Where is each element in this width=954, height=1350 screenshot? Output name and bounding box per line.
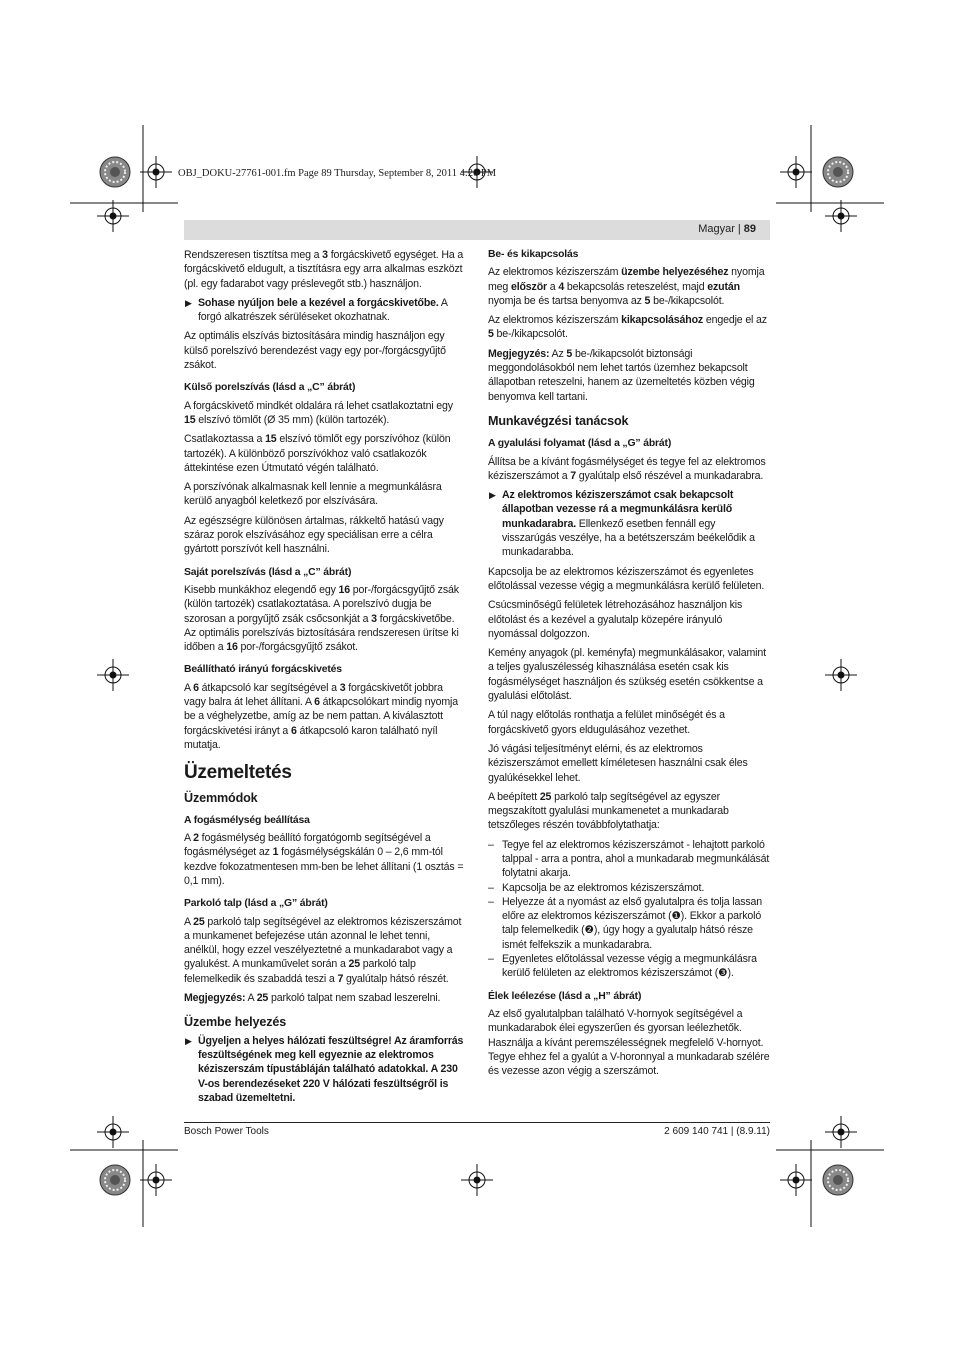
subheading: Élek leélezése (lásd a „H” ábrát) bbox=[488, 990, 642, 1002]
crosshair-icon bbox=[140, 1164, 172, 1196]
footer-rule bbox=[184, 1122, 770, 1123]
subheading: A fogásmélység beállítása bbox=[184, 814, 310, 826]
crosshair-icon bbox=[825, 659, 857, 691]
paragraph: Kisebb munkákhoz elegendő egy 16 por-/forgácsgyűjtő zsák (külön tartozék) csatlakoztatása. A porelszívó dugja be szorosan a porgyűjtő zsák csőcsonkját a 3 forgácskivetőbe. Az optimális porelszívás biztosítására rendszeresen ürítse ki időben a 16 por-/forgácsgyűjtő zsákot. bbox=[184, 583, 459, 654]
crosshair-icon bbox=[140, 156, 172, 188]
section-heading: Munkavégzési tanácsok bbox=[488, 413, 629, 428]
crosshair-icon bbox=[780, 1164, 812, 1196]
crosshair-icon bbox=[780, 156, 812, 188]
page-header bbox=[184, 220, 770, 240]
list-item: – Kapcsolja be az elektromos kéziszerszámot. bbox=[488, 881, 705, 894]
paragraph: A 25 parkoló talp segítségével az elektromos kéziszerszámot a munkamenet befejezése után azonnal le lehet tenni, anélkül, hogy ezzel veszélyeztetné a munkadarabot vagy a gyalukést. A munkaművelet során a 25 parkoló talp felemelkedik és szabaddá teszi a 7 gyalútalp hátsó részét. bbox=[184, 915, 462, 985]
paragraph: Rendszeresen tisztítsa meg a 3 forgácskivető egységet. Ha a forgácskivető eldugult, a tisztításra egy arra alkalmas eszközt (pl. egy fadarabot vagy préslevegőt stb.) használjon. bbox=[184, 249, 464, 290]
paragraph: Kemény anyagok (pl. keményfa) megmunkálásakor, valamint a teljes gyaluszélesség kihasználása esetén csak kis fogásmélységet használjon és szükség esetén csökkentse a gyalulási előtolást. bbox=[488, 647, 766, 703]
paragraph: Csatlakoztassa a 15 elszívó tömlőt egy porszívóhoz (külön tartozék). A különböző porszívókhoz való csatlakozók áttekintése ezen Útmutató végén található. bbox=[184, 433, 451, 474]
paragraph: Az elektromos kéziszerszám üzembe helyezéséhez nyomja meg először a 4 bekapcsolás reteszelést, majd ezután nyomja be és tartsa benyomva az 5 be-/kikapcsolót. bbox=[488, 266, 765, 307]
right-triangle-icon: ▶ bbox=[185, 297, 192, 308]
section-heading: Üzembe helyezés bbox=[184, 1015, 287, 1030]
crosshair-icon bbox=[461, 1164, 493, 1196]
paragraph: Jó vágási teljesítményt elérni, és az elektromos kéziszerszámot emellett kíméletesen használni csak éles gyalúkésekkel lehet. bbox=[488, 742, 748, 784]
subheading: Saját porelszívás (lásd a „C” ábrát) bbox=[184, 566, 352, 578]
step-list bbox=[488, 838, 770, 981]
color-wheel-icon bbox=[823, 1165, 853, 1195]
header-language: Magyar bbox=[698, 223, 735, 235]
crosshair-icon bbox=[97, 659, 129, 691]
subheading: Be- és kikapcsolás bbox=[488, 249, 579, 260]
section-heading: Üzemmódok bbox=[184, 790, 258, 805]
paragraph: A forgácskivető mindkét oldalára rá lehet csatlakoztatni egy 15 elszívó tömlőt (Ø 35 mm) (külön tartozék). bbox=[184, 399, 453, 426]
paragraph: Megjegyzés: Az 5 be-/kikapcsolót biztonsági meggondolásokból nem lehet tartós üzemhez bekapcsolt állapotban reteszelni, hanem az üzemeltetés közben végig benyomva kell tartani. bbox=[488, 347, 755, 403]
paragraph: Csúcsminőségű felületek létrehozásához használjon kis előtolást és a kezével a gyalutalp közepére irányuló nyomással dolgozzon. bbox=[488, 599, 743, 640]
footer-docnumber: 2 609 140 741 | (8.9.11) bbox=[664, 1126, 770, 1137]
paragraph: A 6 átkapcsoló kar segítségével a 3 forgácskivetőt jobbra vagy balra át lehet állítani. A 6 átkapcsolókart mindig nyomja be a véghelyzetbe, amíg az be nem pattan. A kiválasztott forgácskivetési irányt a 6 átkapcsoló karon található nyíl mutatja. bbox=[184, 681, 458, 751]
section-title: Üzemeltetés bbox=[184, 762, 292, 784]
paragraph: Az egészségre különösen ártalmas, rákkeltő hatású vagy száraz porok elszívásához egy speciálisan erre a célra gyártott porszívót kell használni. bbox=[184, 514, 444, 556]
paragraph: Kapcsolja be az elektromos kéziszerszámot és egyenletes előtolással vezesse végig a megmunkálásra kerülő felületen. bbox=[488, 565, 765, 592]
header-text: Magyar | 89 bbox=[698, 223, 756, 235]
paragraph: A túl nagy előtolás ronthatja a felület minőségét és a forgácskivető gyors eldugulásához vezethet. bbox=[488, 709, 725, 736]
paragraph: A beépített 25 parkoló talp segítségével az egyszer megszakított gyalulási munkamenetet a munkadarab tetszőleges részén továbbfolytathatja: bbox=[488, 790, 729, 832]
color-wheel-icon bbox=[823, 157, 853, 187]
crosshair-icon bbox=[825, 1116, 857, 1148]
crosshair-icon bbox=[97, 1116, 129, 1148]
subheading: Parkoló talp (lásd a „G” ábrát) bbox=[184, 898, 328, 910]
right-triangle-icon: ▶ bbox=[185, 1035, 192, 1046]
color-wheel-icon bbox=[100, 157, 130, 187]
left-column bbox=[184, 248, 466, 1110]
paragraph: Megjegyzés: A 25 parkoló talpat nem szabad leszerelni. bbox=[184, 992, 441, 1005]
right-column bbox=[488, 248, 770, 1083]
color-wheel-icon bbox=[100, 1165, 130, 1195]
warning-note: ▶ Sohase nyúljon bele a kezével a forgácskivetőbe. A forgó alkatrészek sérüléseket okozhatnak. bbox=[185, 296, 448, 324]
page-number: 89 bbox=[743, 223, 756, 235]
right-triangle-icon: ▶ bbox=[489, 490, 496, 501]
paragraph: Az elektromos kéziszerszám kikapcsolásához engedje el az 5 be-/kikapcsolót. bbox=[488, 314, 767, 341]
list-item: – Egyenletes előtolással vezesse végig a megmunkálásra kerülő felületen az elektromos kéziszerszámot (❸). bbox=[488, 953, 757, 980]
subheading: A gyalulási folyamat (lásd a „G” ábrát) bbox=[488, 438, 672, 450]
list-item: – Helyezze át a nyomást az első gyalutalpra és tolja lassan előre az elektromos kéziszerszámot (❶). Ekkor a parkoló talp felemelkedik (❷), úgy hogy a gyalutalp hátsó része ismét felfekszik a munkadarabra. bbox=[488, 895, 762, 951]
list-item: – Tegye fel az elektromos kéziszerszámot - lehajtott parkoló talppal - arra a pontra, ahol a munkadarab megmunkálását folytatni akarja. bbox=[488, 838, 770, 880]
subheading: Külső porelszívás (lásd a „C” ábrát) bbox=[184, 382, 356, 394]
warning-note: ▶ Ügyeljen a helyes hálózati feszültségre! Az áramforrás feszültségének meg kell egyeznie az elektromos kéziszerszám típustábláján található adatokkal. A 230 V-os berendezéseket 220 V hálózati feszültségről is szabad üzemeltetni. bbox=[185, 1034, 464, 1104]
paragraph: A 2 fogásmélység beállító forgatógomb segítségével a fogásmélységet az 1 fogásmélységskálán 0 – 2,6 mm-tól kezdve fokozatmentesen mm-ben be lehet állítani (1 osztás = 0,1 mm). bbox=[184, 832, 464, 887]
warning-note: ▶ Az elektromos kéziszerszámot csak bekapcsolt állapotban vezesse rá a megmunkálásra kerülő munkadarabra. Ellenkező esetben fennáll egy visszarúgás veszélye, ha a betétszerszám beékelődik a munkadarabba. bbox=[489, 489, 755, 559]
crosshair-icon bbox=[97, 200, 129, 232]
print-slug: OBJ_DOKU-27761-001.fm Page 89 Thursday, September 8, 2011 4:26 PM bbox=[178, 168, 497, 179]
paragraph: A porszívónak alkalmasnak kell lennie a megmunkálásra kerülő anyagból keletkező por elszívására. bbox=[184, 481, 442, 508]
subheading: Beállítható irányú forgácskivetés bbox=[184, 664, 342, 676]
paragraph: Állítsa be a kívánt fogásmélységet és tegye fel az elektromos kéziszerszámot a 7 gyalútalp első részével a munkadarabra. bbox=[488, 455, 766, 482]
paragraph: Az optimális elszívás biztosítására mindig használjon egy külső porelszívó berendezést vagy egy por-/forgácsgyűjtő zsákot. bbox=[184, 330, 446, 372]
footer-brand: Bosch Power Tools bbox=[184, 1126, 269, 1137]
crosshair-icon bbox=[825, 200, 857, 232]
paragraph: Az első gyalutalpban található V-hornyok segítségével a munkadarabok élei egyszerűen és gyorsan leélezhetők. Használja a kívánt peremszélességnek megfelelő V-hornyot. Tegye ehhez fel a gyalút a V-horonnyal a munkadarab szélére és vezesse azon végig a szerszámot. bbox=[488, 1007, 770, 1078]
